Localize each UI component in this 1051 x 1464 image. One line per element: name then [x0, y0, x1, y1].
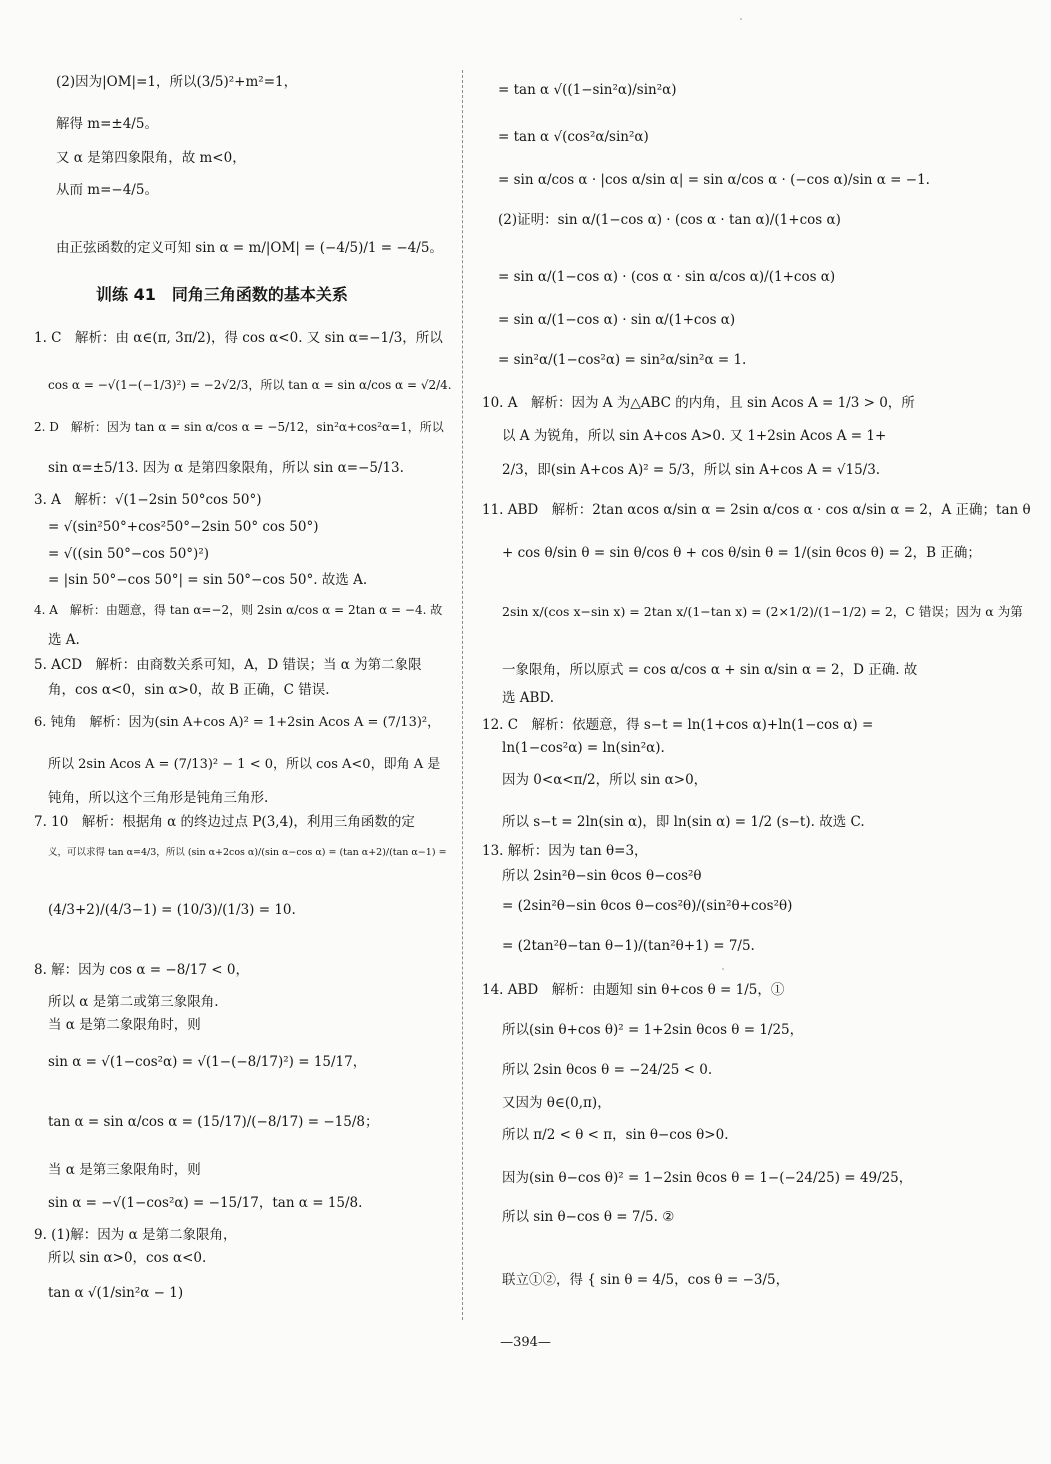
left-text-line: sin α = −√(1−cos²α) = −15/17，tan α = 15/8. — [48, 1195, 363, 1211]
right-text-line: 所以 s−t = 2ln(sin α)，即 ln(sin α) = 1/2 (s−t). 故选 C. — [502, 814, 865, 830]
right-text-line: 因为(sin θ−cos θ)² = 1−2sin θcos θ = 1−(−24/25) = 49/25， — [502, 1170, 913, 1186]
left-text-line: (4/3+2)/(4/3−1) = (10/3)/(1/3) = 10. — [48, 902, 296, 918]
right-text-line: 选 ABD. — [502, 690, 555, 706]
right-text-line: 13. 解析：因为 tan θ=3， — [482, 843, 648, 859]
left-text-line: 所以 α 是第二或第三象限角. — [48, 994, 219, 1010]
right-text-line: = tan α √(cos²α/sin²α) — [498, 129, 649, 145]
left-text-line: 义，可以求得 tan α=4/3，所以 (sin α+2cos α)/(sin α−cos α) = (tan α+2)/(tan α−1) = — [48, 847, 447, 858]
right-text-line: = sin α/(1−cos α) · (cos α · sin α/cos α)/(1+cos α) — [498, 269, 836, 285]
right-text-line: 因为 0<α<π/2，所以 sin α>0， — [502, 772, 708, 788]
right-text-line: 14. ABD 解析：由题知 sin θ+cos θ = 1/5，① — [482, 982, 785, 998]
right-text-line: 联立①②，得 { sin θ = 4/5，cos θ = −3/5， — [502, 1272, 790, 1288]
left-text-line: sin α=±5/13. 因为 α 是第四象限角，所以 sin α=−5/13. — [48, 460, 404, 476]
right-text-line: 所以 2sin²θ−sin θcos θ−cos²θ — [502, 868, 702, 884]
left-text-line: cos α = −√(1−(−1/3)²) = −2√2/3，所以 tan α = sin α/cos α = √2/4. — [48, 378, 452, 392]
left-text-line: 解得 m=±4/5。 — [56, 116, 158, 132]
scan-speck — [722, 968, 724, 970]
right-text-line: (2)证明：sin α/(1−cos α) · (cos α · tan α)/(1+cos α) — [498, 212, 841, 228]
left-text-line: 角，cos α<0，sin α>0，故 B 正确，C 错误. — [48, 682, 330, 698]
right-text-line: 所以 π/2 < θ < π，sin θ−cos θ>0. — [502, 1127, 729, 1143]
right-text-line: 一象限角，所以原式 = cos α/cos α + sin α/sin α = 2，D 正确. 故 — [502, 662, 918, 678]
right-text-line: = (2sin²θ−sin θcos θ−cos²θ)/(sin²θ+cos²θ) — [502, 898, 793, 914]
left-text-line: tan α = sin α/cos α = (15/17)/(−8/17) = −15/8； — [48, 1114, 379, 1130]
right-text-line: 12. C 解析：依题意，得 s−t = ln(1+cos α)+ln(1−cos α) = — [482, 717, 874, 733]
right-text-line: 所以 sin θ−cos θ = 7/5. ② — [502, 1209, 675, 1225]
right-text-line: = sin α/cos α · |cos α/sin α| = sin α/cos α · (−cos α)/sin α = −1. — [498, 172, 930, 188]
left-text-line: 3. A 解析：√(1−2sin 50°cos 50°) — [34, 492, 262, 508]
right-text-line: = (2tan²θ−tan θ−1)/(tan²θ+1) = 7/5. — [502, 938, 755, 954]
left-text-line: (2)因为|OM|=1，所以(3/5)²+m²=1， — [56, 74, 298, 90]
left-text-line: 1. C 解析：由 α∈(π, 3π/2)，得 cos α<0. 又 sin α=−1/3，所以 — [34, 330, 443, 346]
right-text-line: 又因为 θ∈(0,π)， — [502, 1095, 611, 1111]
right-text-line: 2/3，即(sin A+cos A)² = 5/3，所以 sin A+cos A = √15/3. — [502, 462, 881, 478]
left-text-line: 9. (1)解：因为 α 是第二象限角， — [34, 1227, 237, 1243]
right-text-line: 2sin x/(cos x−sin x) = 2tan x/(1−tan x) = (2×1/2)/(1−1/2) = 2，C 错误；因为 α 为第 — [502, 604, 1023, 619]
right-text-line: ln(1−cos²α) = ln(sin²α). — [502, 740, 665, 756]
left-text-line: 又 α 是第四象限角，故 m<0， — [56, 150, 246, 166]
scan-speck — [740, 18, 742, 20]
column-divider — [462, 70, 463, 1320]
left-text-line: 选 A. — [48, 632, 80, 648]
section-heading: 训练 41 同角三角函数的基本关系 — [96, 285, 348, 304]
left-text-line: 钝角，所以这个三角形是钝角三角形. — [48, 790, 269, 806]
right-text-line: 10. A 解析：因为 A 为△ABC 的内角，且 sin Acos A = 1/3 > 0，所 — [482, 395, 915, 411]
right-text-line: 以 A 为锐角，所以 sin A+cos A>0. 又 1+2sin Acos A = 1+ — [502, 428, 887, 444]
left-text-line: 8. 解：因为 cos α = −8/17 < 0， — [34, 962, 249, 978]
left-text-line: 从而 m=−4/5。 — [56, 182, 158, 198]
right-text-line: 11. ABD 解析：2tan αcos α/sin α = 2sin α/cos α · cos α/sin α = 2，A 正确；tan θ — [482, 502, 1031, 518]
left-text-line: 当 α 是第二象限角时，则 — [48, 1017, 201, 1033]
left-text-line: 7. 10 解析：根据角 α 的终边过点 P(3,4)，利用三角函数的定 — [34, 814, 415, 830]
right-text-line: = sin α/(1−cos α) · sin α/(1+cos α) — [498, 312, 736, 328]
left-text-line: = √((sin 50°−cos 50°)²) — [48, 546, 209, 562]
left-text-line: 5. ACD 解析：由商数关系可知，A，D 错误；当 α 为第二象限 — [34, 657, 422, 673]
right-text-line: = sin²α/(1−cos²α) = sin²α/sin²α = 1. — [498, 352, 747, 368]
left-text-line: = |sin 50°−cos 50°| = sin 50°−cos 50°. 故选 A. — [48, 572, 368, 588]
left-text-line: 6. 钝角 解析：因为(sin A+cos A)² = 1+2sin Acos A = (7/13)²， — [34, 715, 441, 730]
left-text-line: = √(sin²50°+cos²50°−2sin 50° cos 50°) — [48, 519, 319, 535]
right-text-line: = tan α √((1−sin²α)/sin²α) — [498, 82, 677, 98]
left-text-line: 4. A 解析：由题意，得 tan α=−2，则 2sin α/cos α = 2tan α = −4. 故 — [34, 603, 443, 617]
left-text-line: 2. D 解析：因为 tan α = sin α/cos α = −5/12，sin²α+cos²α=1，所以 — [34, 420, 444, 434]
left-text-line: 所以 sin α>0，cos α<0. — [48, 1250, 207, 1266]
left-text-line: 所以 2sin Acos A = (7/13)² − 1 < 0，所以 cos A<0，即角 A 是 — [48, 757, 441, 772]
right-text-line: 所以 2sin θcos θ = −24/25 < 0. — [502, 1062, 713, 1078]
left-text-line: 由正弦函数的定义可知 sin α = m/|OM| = (−4/5)/1 = −4/5。 — [56, 240, 443, 256]
left-text-line: 当 α 是第三象限角时，则 — [48, 1162, 201, 1178]
left-text-line: sin α = √(1−cos²α) = √(1−(−8/17)²) = 15/17， — [48, 1054, 367, 1070]
page-number: —394— — [500, 1335, 551, 1350]
right-text-line: 所以(sin θ+cos θ)² = 1+2sin θcos θ = 1/25， — [502, 1022, 804, 1038]
right-text-line: + cos θ/sin θ = sin θ/cos θ + cos θ/sin θ = 1/(sin θcos θ) = 2，B 正确； — [502, 545, 981, 561]
left-text-line: tan α √(1/sin²α − 1) — [48, 1285, 184, 1301]
